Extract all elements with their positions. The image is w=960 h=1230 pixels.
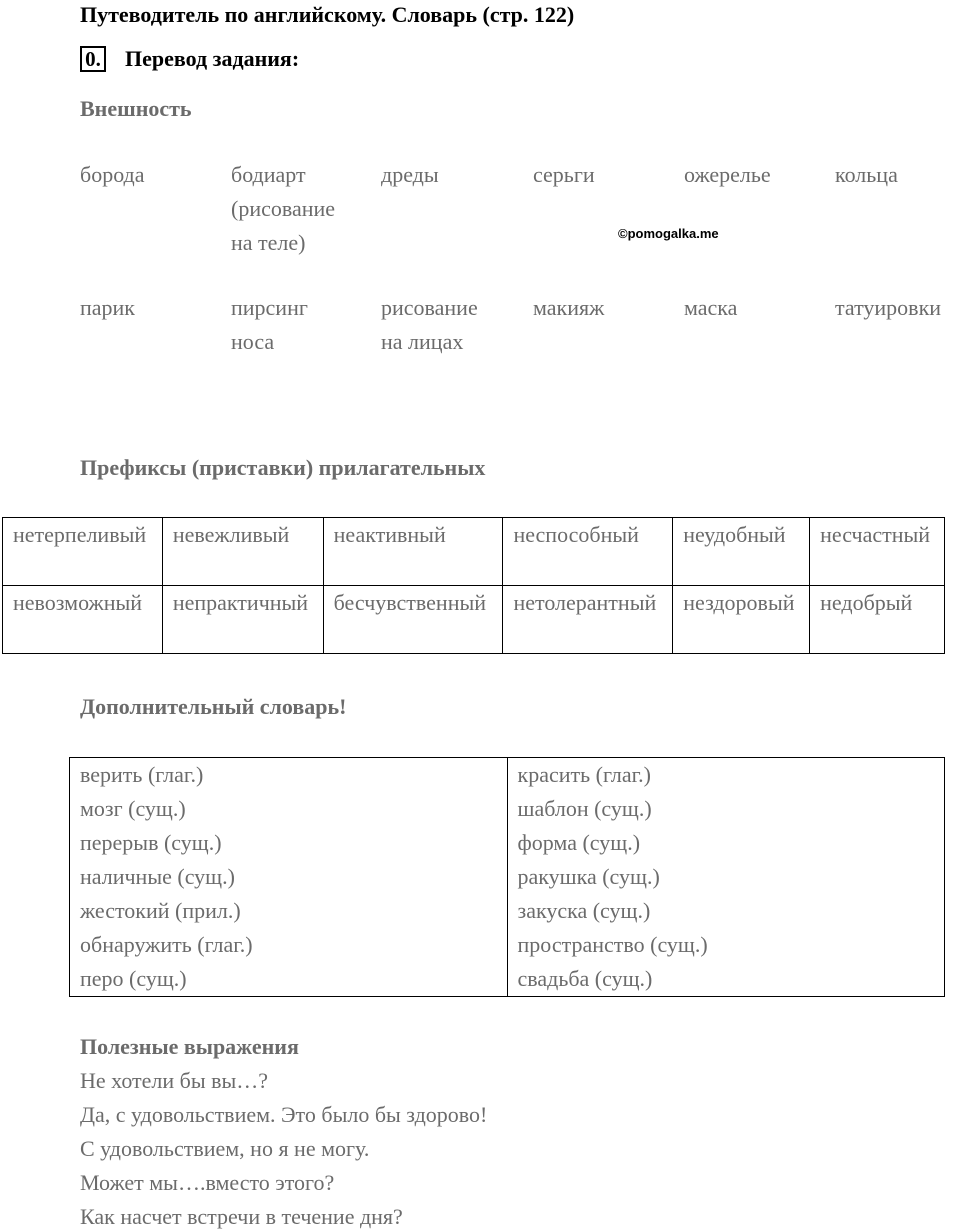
table-cell: несчастный — [810, 518, 945, 586]
table-row — [3, 586, 945, 654]
appearance-word — [381, 158, 516, 192]
appearance-word-line: борода — [80, 162, 145, 187]
task-number-box: 0. — [80, 46, 106, 72]
dictionary-table — [69, 757, 945, 997]
phrase-item: Да, с удовольствием. Это было бы здорово! — [80, 1102, 488, 1127]
table-row — [3, 518, 945, 586]
table-cell: невозможный — [3, 586, 163, 654]
dictionary-right-column — [507, 758, 945, 997]
appearance-word — [835, 158, 960, 192]
prefix-table — [2, 517, 945, 654]
table-cell: нездоровый — [673, 586, 810, 654]
phrase-item: Не хотели бы вы…? — [80, 1068, 269, 1093]
appearance-word-line: на теле) — [231, 230, 306, 255]
appearance-word-line: кольца — [835, 162, 898, 187]
dictionary-entry: перерыв (сущ.) — [80, 830, 222, 855]
appearance-word — [684, 291, 819, 325]
watermark: ©pomogalka.me — [618, 226, 719, 241]
table-cell: невежливый — [162, 518, 323, 586]
appearance-word-line: на лицах — [381, 329, 464, 354]
appearance-word-line: бодиарт — [231, 162, 306, 187]
dictionary-entry: ракушка (сущ.) — [517, 864, 660, 889]
appearance-word-line: макияж — [533, 295, 605, 320]
appearance-word-line: рисование — [381, 295, 478, 320]
appearance-word-line: серьги — [533, 162, 595, 187]
table-cell: неактивный — [323, 518, 503, 586]
phrase-item: С удовольствием, но я не могу. — [80, 1136, 370, 1161]
appearance-word-line: татуировки — [835, 295, 942, 320]
dictionary-heading: Дополнительный словарь! — [80, 694, 347, 719]
appearance-word-line: носа — [231, 329, 275, 354]
appearance-word — [533, 291, 668, 325]
phrase-item: Может мы….вместо этого? — [80, 1170, 335, 1195]
dictionary-entry: мозг (сущ.) — [80, 796, 186, 821]
appearance-word-line: ожерелье — [684, 162, 771, 187]
appearance-word — [80, 291, 215, 325]
dictionary-entry: форма (сущ.) — [517, 830, 641, 855]
dictionary-entry: перо (сущ.) — [80, 966, 187, 991]
appearance-word — [533, 158, 668, 192]
task-title: Перевод задания: — [125, 46, 300, 71]
appearance-word-line: парик — [80, 295, 135, 320]
dictionary-entry: красить (глаг.) — [517, 762, 651, 787]
appearance-word — [231, 158, 366, 260]
appearance-word-line: маска — [684, 295, 738, 320]
table-cell: недобрый — [810, 586, 945, 654]
dictionary-entry: жестокий (прил.) — [80, 898, 241, 923]
table-cell: нетолерантный — [503, 586, 673, 654]
appearance-word — [80, 158, 215, 192]
appearance-word-line: дреды — [381, 162, 439, 187]
appearance-word — [684, 158, 819, 192]
dictionary-entry: верить (глаг.) — [80, 762, 204, 787]
dictionary-entry: свадьба (сущ.) — [517, 966, 653, 991]
phrases-heading: Полезные выражения — [80, 1034, 299, 1059]
appearance-word-line: (рисование — [231, 196, 336, 221]
dictionary-entry: пространство (сущ.) — [517, 932, 708, 957]
table-cell: бесчувственный — [323, 586, 503, 654]
page-title: Путеводитель по английскому. Словарь (стр. 122) — [80, 2, 575, 27]
appearance-word — [231, 291, 366, 359]
table-cell: неудобный — [673, 518, 810, 586]
table-cell: неспособный — [503, 518, 673, 586]
dictionary-entry: закуска (сущ.) — [517, 898, 651, 923]
appearance-heading: Внешность — [80, 96, 192, 121]
phrase-item: Как насчет встречи в течение дня? — [80, 1204, 403, 1229]
prefixes-heading: Префиксы (приставки) прилагательных — [80, 455, 486, 480]
dictionary-entry: наличные (сущ.) — [80, 864, 235, 889]
dictionary-left-column — [70, 758, 508, 997]
table-cell: непрактичный — [162, 586, 323, 654]
appearance-word-line: пирсинг — [231, 295, 308, 320]
dictionary-entry: шаблон (сущ.) — [517, 796, 652, 821]
dictionary-entry: обнаружить (глаг.) — [80, 932, 253, 957]
appearance-word — [835, 291, 960, 325]
table-cell: нетерпеливый — [3, 518, 163, 586]
appearance-word — [381, 291, 516, 359]
